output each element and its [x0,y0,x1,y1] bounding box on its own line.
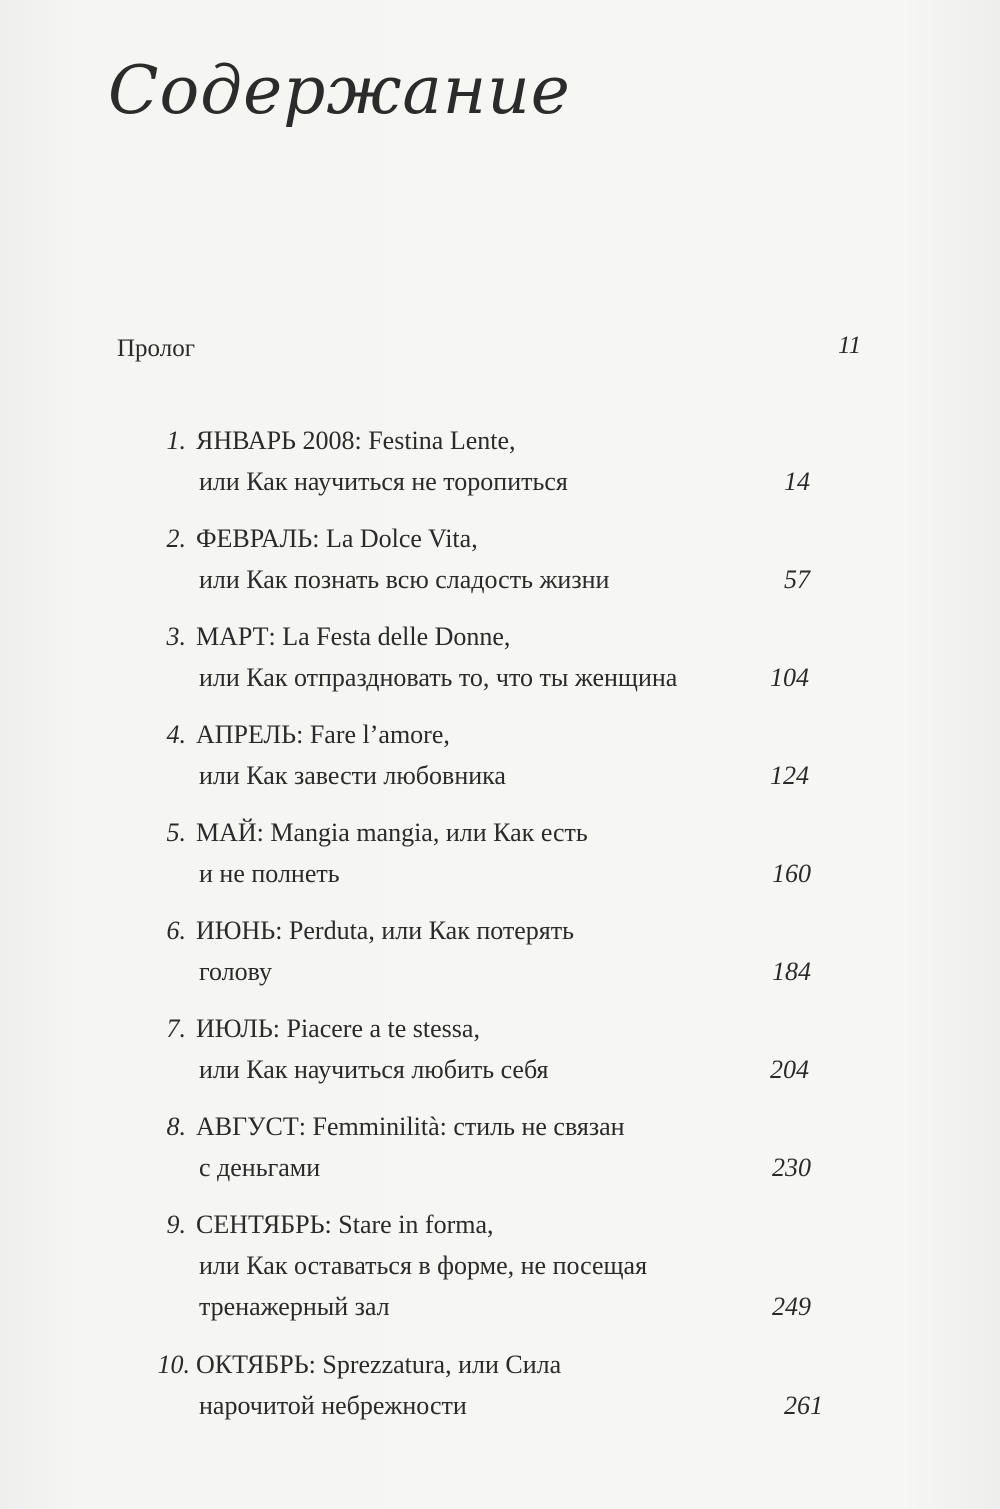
toc-entry-page: 230 [772,1153,811,1182]
toc-entry-page: 57 [784,565,810,594]
toc-entry-title: МАЙ: Mangia mangia, или Как есть [196,818,588,847]
toc-entry-title: АВГУСТ: Femminilità: стиль не связан [196,1112,625,1141]
toc-entry-page: 124 [770,761,809,790]
toc-entry-subtitle: голову [199,957,273,986]
toc-entry-subtitle: нарочитой небрежности [199,1391,467,1420]
toc-entry-title: ИЮНЬ: Perduta, или Как потерять [196,916,574,945]
toc-entry-number: 2. [166,524,186,553]
toc-entry-number: 6. [166,916,186,945]
toc-entry-title: ФЕВРАЛЬ: La Dolce Vita, [196,524,478,553]
page-title: Содержание [108,52,571,129]
toc-entry-title: СЕНТЯБРЬ: Stare in forma, [196,1210,494,1239]
toc-entry-number: 3. [166,622,186,651]
toc-entry-subtitle: или Как познать всю сладость жизни [199,565,610,594]
toc-entry-subtitle: с деньгами [199,1153,321,1182]
toc-entry-page: 104 [770,663,809,692]
toc-entry-page: 261 [784,1391,823,1420]
toc-entry-subtitle: или Как научиться любить себя [199,1055,549,1084]
toc-entry-subtitle: и не полнеть [199,859,340,888]
toc-entry-subtitle: или Как отпраздновать то, что ты женщина [199,663,678,692]
toc-prologue-page: 11 [838,332,862,359]
toc-entry-number: 7. [166,1014,186,1043]
toc-entry-title: ОКТЯБРЬ: Sprezzatura, или Сила [196,1350,562,1379]
toc-entry-title: МАРТ: La Festa delle Donne, [196,622,511,651]
toc-entry-number: 10. [157,1350,190,1379]
toc-entry-title: АПРЕЛЬ: Fare l’amore, [196,720,450,749]
toc-entry-number: 5. [166,818,186,847]
toc-entry-subtitle-cont: тренажерный зал [199,1292,390,1321]
toc-entry-page: 204 [770,1055,809,1084]
toc-entry-page: 184 [772,957,811,986]
toc-entry-number: 1. [166,426,186,455]
toc-entry-subtitle: или Как завести любовника [199,761,506,790]
toc-entry-number: 9. [166,1210,186,1239]
toc-entry-number: 4. [166,720,186,749]
toc-entry-page: 160 [772,859,811,888]
toc-entry-page: 249 [772,1292,811,1321]
toc-entry-subtitle: или Как научиться не торопиться [199,467,568,496]
toc-entry-page: 14 [784,467,810,496]
toc-prologue-label: Пролог [117,335,195,362]
toc-entry-number: 8. [166,1112,186,1141]
toc-entry-title: ЯНВАРЬ 2008: Festina Lente, [196,426,516,455]
toc-entry-title: ИЮЛЬ: Piacere a te stessa, [196,1014,480,1043]
toc-entry-subtitle: или Как оставаться в форме, не посещая [199,1251,648,1280]
